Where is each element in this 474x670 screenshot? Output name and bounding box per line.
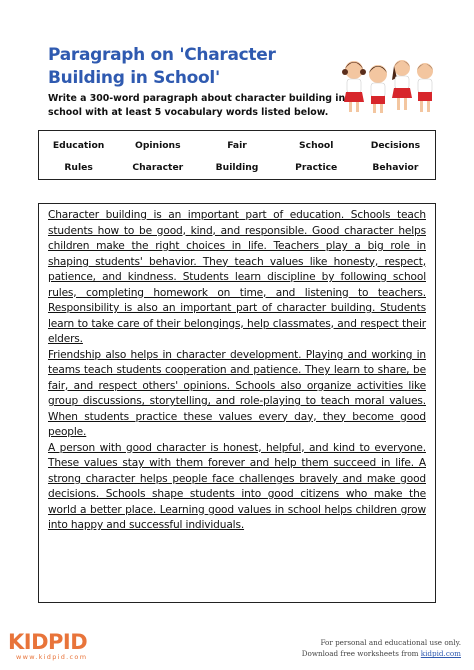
paragraph: A person with good character is honest, helpful, and kind to everyone. These values stay with them forever and help them succeed in life. A strong character helps people face challenges bravely and make good decisions. Schools shape students into good citizens who make the world a better place. Learning good values in school helps children grow into happy and successful individuals. [48,441,426,531]
vocab-word: Character [132,162,184,173]
instructions: Write a 300-word paragraph about character building in school with at least 5 vocabulary words listed below. [48,93,346,118]
vocab-word: School [299,140,334,151]
vocabulary-row [39,140,435,151]
vocabulary-row [39,162,435,173]
vocab-word: Building [215,162,259,173]
page-title: Paragraph on 'Character Building in School' [48,45,276,88]
footer-line: For personal and educational use only. [320,638,461,647]
kidpid-logo [8,631,86,665]
logo-text: KIDPID [8,630,88,654]
vocab-word: Rules [64,162,93,173]
paragraph-box [38,203,436,603]
paragraph-text [48,208,426,534]
vocab-word: Practice [295,162,338,173]
vocab-word: Education [52,140,105,151]
children-illustration [340,54,438,116]
vocab-word: Fair [227,140,247,151]
vocab-word: Decisions [370,140,421,151]
footer-line: Download free worksheets from kidpid.com [301,649,461,658]
vocabulary-box [38,130,436,180]
footer-link[interactable]: kidpid.com [420,649,461,658]
vocab-word: Behavior [372,162,419,173]
vocab-word: Opinions [135,140,181,151]
paragraph: Friendship also helps in character development. Playing and working in teams teach students cooperation and patience. They learn to share, be fair, and respect others' opinions. Schools also organize activities like group discussions, storytelling, and role-playing to teach moral values. When students practice these values every day, they become good people. [48,348,426,438]
paragraph: Character building is an important part of education. Schools teach students how to be good, kind, and responsible. Good character helps children make the right choices in life. Teachers play a big role in shaping students' behavior. They teach values like honesty, respect, patience, and kindness. Students learn discipline by following school rules, completing homework on time, and listening to teachers. Responsibility is also an important part of character building. Students learn to take care of their belongings, help classmates, and respect their elders. [48,209,426,345]
logo-url: www.kidpid.com [16,653,88,661]
footer-note [302,637,461,659]
